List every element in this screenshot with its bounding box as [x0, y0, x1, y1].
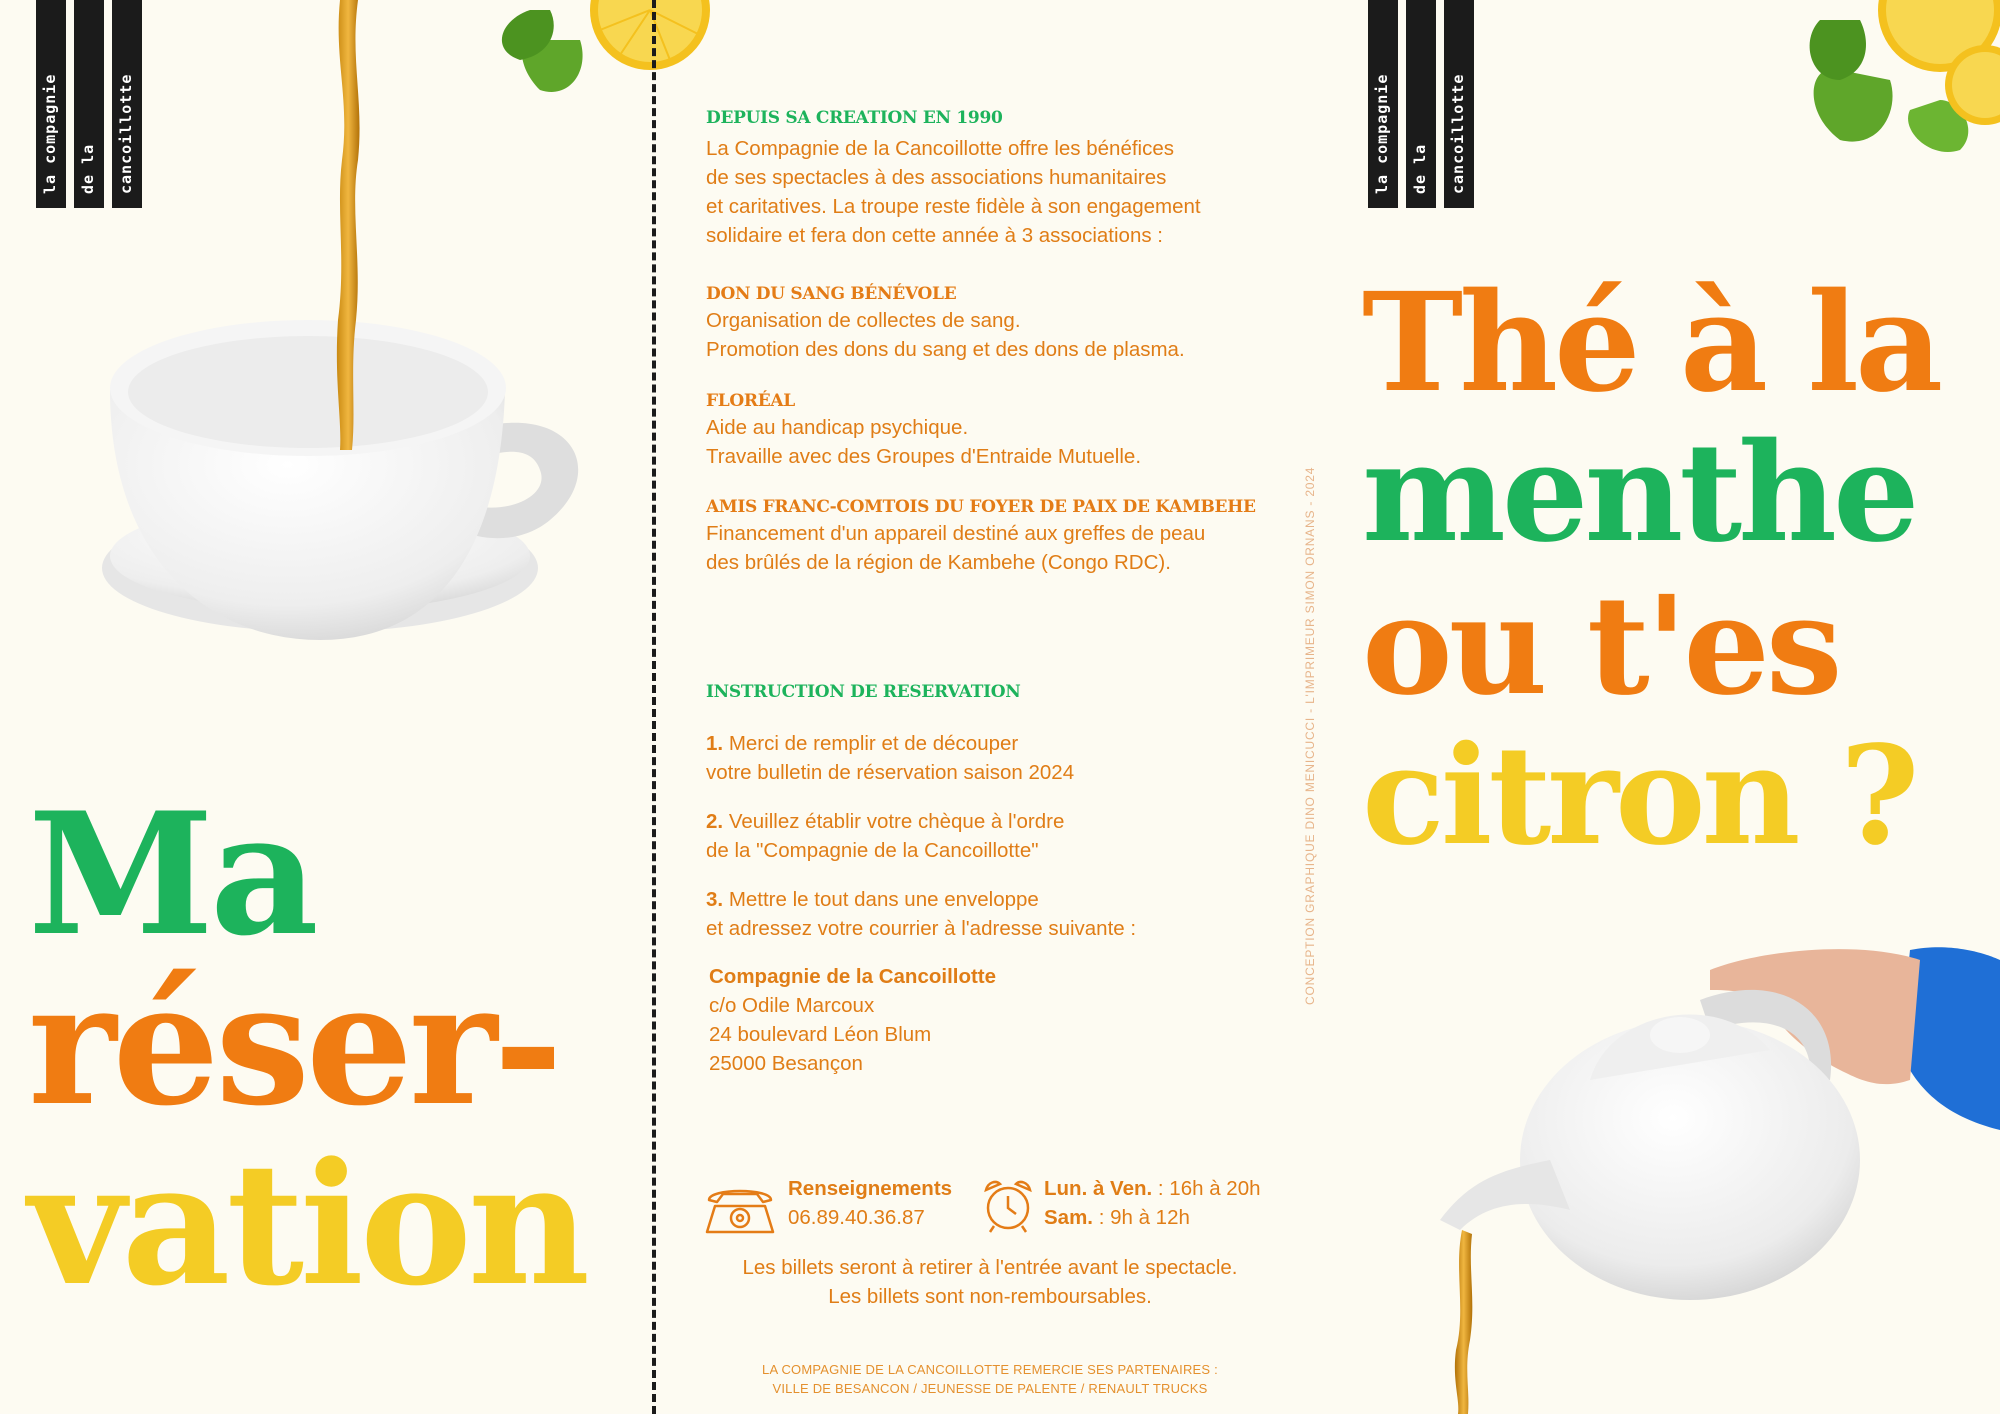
association-1: [706, 284, 1286, 364]
logo-line-3: cancoillotte: [117, 73, 135, 194]
intro-heading: DEPUIS SA CREATION EN 1990: [706, 108, 1003, 128]
logo-line-1: la compagnie: [41, 73, 59, 194]
hours-value: : 16h à 20h: [1152, 1177, 1261, 1200]
intro-line: de ses spectacles à des associations humanitaires: [706, 166, 1167, 189]
cut-line: [652, 0, 656, 1414]
intro-line: et caritatives. La troupe reste fidèle à son engagement: [706, 195, 1201, 218]
intro-section: [706, 108, 1286, 250]
hours-label: Sam.: [1044, 1206, 1093, 1229]
ticket-note: Les billets seront à retirer à l'entrée avant le spectacle.: [742, 1256, 1238, 1279]
hours-value: : 9h à 12h: [1093, 1206, 1190, 1229]
association-line: Aide au handicap psychique.: [706, 416, 969, 439]
association-name: AMIS FRANC-COMTOIS DU FOYER DE PAIX DE KAMBEHE: [706, 497, 1256, 517]
association-line: Organisation de collectes de sang.: [706, 309, 1021, 332]
logo-line-2: de la: [79, 143, 97, 194]
ticket-notes: [700, 1253, 1280, 1311]
left-title-line-2: réser-: [28, 945, 560, 1143]
contact-info: [788, 1174, 952, 1232]
step-text: de la "Compagnie de la Cancoillotte": [706, 839, 1039, 862]
hours-label: Lun. à Ven.: [1044, 1177, 1153, 1200]
address-line: 24 boulevard Léon Blum: [709, 1023, 932, 1046]
instruction-step-1: [706, 729, 1286, 787]
alarm-clock-icon: [978, 1176, 1038, 1236]
step-number: 2.: [706, 810, 724, 833]
right-title-line-1: Thé à la: [1362, 263, 1940, 423]
association-line: Financement d'un appareil destiné aux greffes de peau: [706, 522, 1206, 545]
address-line: 25000 Besançon: [709, 1052, 863, 1075]
opening-hours: [1044, 1174, 1261, 1232]
association-2: [706, 391, 1286, 471]
partners-credit: [700, 1360, 1280, 1398]
association-line: Promotion des dons du sang et des dons de plasma.: [706, 338, 1185, 361]
intro-line: La Compagnie de la Cancoillotte offre les bénéfices: [706, 137, 1174, 160]
right-title-line-3: ou t'es: [1362, 566, 1839, 726]
step-text: Mettre le tout dans une enveloppe: [728, 888, 1039, 911]
step-number: 1.: [706, 732, 724, 755]
logo-line-3: cancoillotte: [1449, 73, 1467, 194]
contact-phone[interactable]: 06.89.40.36.87: [788, 1206, 925, 1229]
address-line: c/o Odile Marcoux: [709, 994, 875, 1017]
instructions-heading: INSTRUCTION DE RESERVATION: [706, 682, 1021, 702]
instructions-section: [706, 682, 1286, 702]
association-line: Travaille avec des Groupes d'Entraide Mutuelle.: [706, 445, 1142, 468]
postal-address: [709, 962, 1289, 1078]
left-title-line-1: Ma: [28, 775, 315, 973]
right-title-line-4: citron ?: [1362, 716, 1916, 876]
company-logo-right: [1368, 0, 1474, 208]
partners-line: VILLE DE BESANCON / JEUNESSE DE PALENTE / RENAULT TRUCKS: [772, 1381, 1208, 1396]
partners-line: LA COMPAGNIE DE LA CANCOILLOTTE REMERCIE SES PARTENAIRES :: [762, 1362, 1218, 1377]
lemon-mint-decoration-left: [490, 0, 740, 110]
intro-line: solidaire et fera don cette année à 3 associations :: [706, 224, 1163, 247]
teapot-illustration: [1440, 930, 2000, 1414]
telephone-icon: [703, 1180, 777, 1236]
association-name: DON DU SANG BÉNÉVOLE: [706, 284, 957, 304]
association-line: des brûlés de la région de Kambehe (Congo RDC).: [706, 551, 1171, 574]
logo-line-2: de la: [1411, 143, 1429, 194]
association-name: FLORÉAL: [706, 391, 795, 411]
step-text: Veuillez établir votre chèque à l'ordre: [728, 810, 1065, 833]
instruction-step-2: [706, 807, 1286, 865]
address-name: Compagnie de la Cancoillotte: [709, 965, 997, 988]
step-text: et adressez votre courrier à l'adresse suivante :: [706, 917, 1137, 940]
ticket-note: Les billets sont non-remboursables.: [828, 1285, 1152, 1308]
lemon-mint-decoration-right: [1800, 0, 2000, 160]
step-number: 3.: [706, 888, 724, 911]
instruction-step-3: [706, 885, 1286, 943]
association-3: [706, 497, 1286, 577]
step-text: Merci de remplir et de découper: [728, 732, 1019, 755]
contact-label: Renseignements: [788, 1177, 953, 1200]
left-title-line-3: vation: [28, 1125, 587, 1323]
right-title-line-2: menthe: [1362, 413, 1916, 573]
step-text: votre bulletin de réservation saison 2024: [706, 761, 1075, 784]
logo-line-1: la compagnie: [1373, 73, 1391, 194]
design-credit: CONCEPTION GRAPHIQUE DINO MENICUCCI - L'IMPRIMEUR SIMON ORNANS - 2024: [1303, 466, 1317, 1005]
